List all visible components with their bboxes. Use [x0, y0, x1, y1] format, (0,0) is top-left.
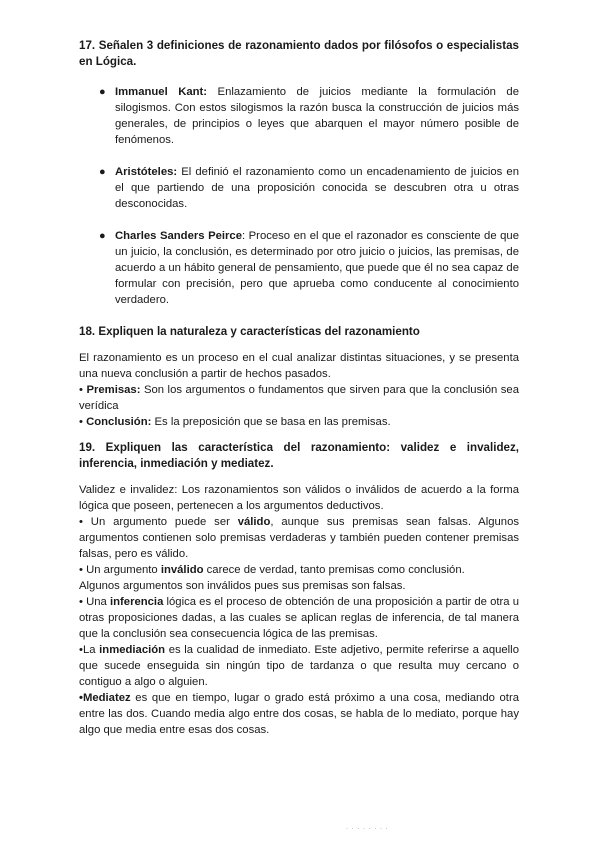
text-run: • Un argumento puede ser: [79, 516, 238, 528]
text-run: , aunque sus premisas sean falsas. Algunos argumentos contienen solo premisas verdaderas y también pueden contener premisas falsas, pero es válido.: [79, 516, 519, 560]
q19-inmediacion: [79, 642, 519, 690]
inmediacion-term: inmediación: [99, 644, 166, 656]
question-18-title: 18. Expliquen la naturaleza y características del razonamiento: [79, 325, 420, 338]
bullet-icon: ●: [99, 86, 106, 98]
q19-valido: [79, 514, 519, 562]
text-run: carece de verdad, tanto premisas como conclusión.: [203, 564, 465, 576]
q18-conclusion: • Conclusión: Es la preposición que se basa en las premisas.: [79, 416, 391, 428]
page-footer-mark: · · · · · · · ·: [346, 826, 389, 832]
text-run: es la cualidad de inmediato. Este adjetivo, permite referirse a aquello que sucede enseguida sin ningún tipo de tardanza o que resulta muy cercano o contiguo a algo o alguien.: [79, 644, 519, 688]
philosopher-name: Charles Sanders Peirce: [115, 230, 242, 242]
philosopher-name: Immanuel Kant:: [115, 86, 208, 98]
text-run: •La: [79, 644, 100, 656]
bullet-icon: ●: [99, 166, 106, 178]
definition-kant: [79, 84, 519, 148]
conclusion-label: Conclusión:: [86, 416, 152, 428]
q18-premisas: • Premisas: Son los argumentos o fundamentos que sirven para que la conclusión sea verídica: [79, 384, 519, 412]
q18-intro: El razonamiento es un proceso en el cual analizar distintas situaciones, y se presenta una nueva conclusión a partir de hechos pasados.: [79, 352, 519, 380]
document-page: [79, 38, 519, 738]
q19-invalidos-note: Algunos argumentos son inválidos pues sus premisas son falsas.: [79, 580, 406, 592]
premisas-text: Son los argumentos o fundamentos que sirven para que la conclusión sea verídica: [79, 384, 519, 412]
definition-text: Enlazamiento de juicios mediante la formulación de silogismos. Con estos silogismos la razón busca la construcción de juicios más generales, de principios o leyes que abarquen el mayor número posible de fenómenos.: [115, 86, 519, 146]
definition-text: El definió el razonamiento como un encadenamiento de juicios en el que partiendo de una proposición conocida se descubren otra u otras desconocidas.: [115, 166, 519, 210]
valido-term: válido: [237, 516, 271, 528]
q19-mediatez: [79, 690, 519, 738]
definition-peirce: [79, 228, 519, 308]
definition-text: : Proceso en el que el razonador es consciente de que un juicio, la conclusión, es determinado por otro juicio o juicios, las premisas, de acuerdo a un hábito general de pensamiento, que puede que él no sea capaz de formular con precisión, pero que aprueba como conducente al conocimiento verdadero.: [115, 230, 519, 306]
q19-inferencia: [79, 594, 519, 642]
inferencia-term: inferencia: [109, 596, 164, 608]
q19-invalido: [79, 562, 519, 578]
question-17-title: 17. Señalen 3 definiciones de razonamiento dados por filósofos o especialistas en Lógica.: [79, 39, 519, 68]
question-19-title: 19. Expliquen las característica del razonamiento: validez e invalidez, inferencia, inmediación y mediatez.: [79, 441, 519, 470]
bullet-icon: ●: [99, 230, 106, 242]
premisas-label: Premisas:: [86, 384, 141, 396]
conclusion-text: Es la preposición que se basa en las premisas.: [151, 416, 391, 428]
philosopher-name: Aristóteles:: [115, 166, 178, 178]
text-run: • Una: [79, 596, 110, 608]
text-run: lógica es el proceso de obtención de una proposición a partir de otra u otras proposiciones dadas, a las cuales se aplican reglas de inferencia, de tal manera que la conclusión sea consecuencia lógica de las premisas.: [79, 596, 519, 640]
text-run: es que en tiempo, lugar o grado está próximo a una cosa, mediando otra entre las dos. Cuando media algo entre dos cosas, se habla de lo mediato, porque hay algo que media entre esas dos cosas.: [79, 692, 519, 736]
text-run: • Un argumento: [79, 564, 161, 576]
q19-validez: Validez e invalidez: Los razonamientos son válidos o inválidos de acuerdo a la forma lógica que poseen, pertenecen a los argumentos deductivos.: [79, 484, 519, 512]
mediatez-term: •Mediatez: [79, 692, 131, 704]
invalido-term: inválido: [160, 564, 204, 576]
definitions-list: [79, 84, 519, 308]
definition-aristoteles: [79, 164, 519, 212]
